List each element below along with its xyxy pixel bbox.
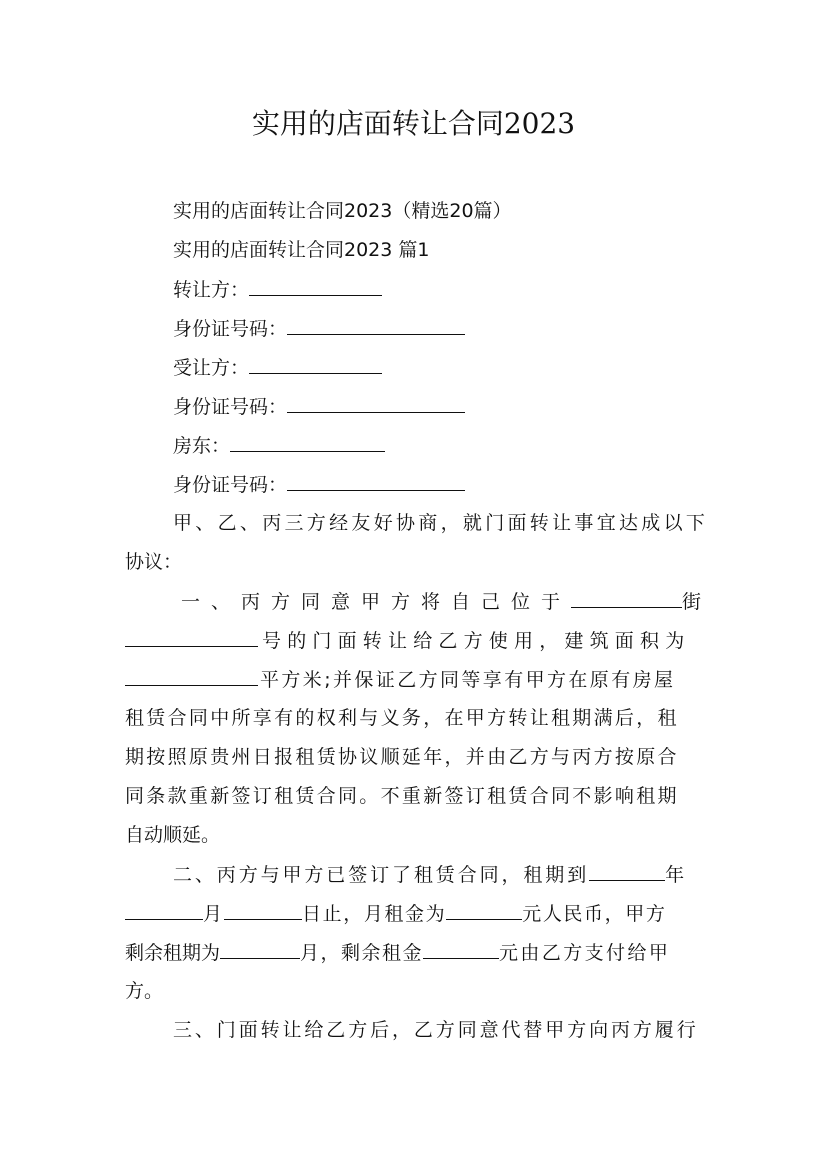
clause2-rent-blank — [446, 901, 522, 920]
landlord-label: 房东： — [173, 435, 231, 457]
landlord-blank — [230, 433, 385, 452]
document-title: 实用的店面转让合同2023 — [251, 107, 576, 140]
clause2-month-blank — [125, 901, 203, 920]
clause1-l3-text: 平方米;并保证乙方同等享有甲方在原有房屋 — [260, 669, 676, 691]
intro-line-1: 甲、乙、丙三方经友好协商，就门面转让事宜达成以下 — [173, 512, 709, 534]
clause2-l3-remaining: 剩余租期为 — [125, 942, 221, 964]
clause2-day-blank — [224, 901, 302, 920]
clause2-remaining-term-blank — [220, 940, 300, 959]
clause1-street-blank — [571, 589, 682, 608]
clause2-line-2 — [125, 901, 701, 926]
transferee-label: 受让方： — [173, 357, 250, 379]
clause2-line-1 — [173, 862, 701, 887]
clause2-remaining-rent-blank — [423, 940, 499, 959]
id1-field — [173, 316, 465, 341]
clause2-l1-year: 年 — [665, 864, 685, 886]
clause2-l3-paid: 元由乙方支付给甲 — [499, 942, 671, 964]
clause2-l3-remaining-rent: 月，剩余租金 — [300, 942, 424, 964]
clause1-line-3 — [125, 667, 701, 692]
transferee-field — [173, 355, 382, 380]
clause2-line-4: 方。 — [125, 980, 164, 1002]
clause1-line-1 — [181, 589, 701, 614]
clause1-line-4: 租赁合同中所享有的权利与义务，在甲方转让租期满后，租 — [125, 707, 679, 729]
clause1-l1-text: 一、丙方同意甲方将自己位于 — [181, 591, 572, 613]
clause2-l1-text: 二、丙方与甲方已签订了租赁合同，租期到 — [173, 864, 590, 886]
document-subtitle: 实用的店面转让合同2023（精选20篇） — [173, 200, 512, 222]
section-heading: 实用的店面转让合同2023 篇1 — [173, 239, 430, 261]
transferor-field — [173, 277, 382, 302]
id3-blank — [287, 472, 465, 491]
clause3-line-1: 三、门面转让给乙方后，乙方同意代替甲方向丙方履行 — [173, 1019, 699, 1041]
transferor-blank — [249, 277, 382, 296]
clause1-number-blank — [125, 628, 258, 647]
id2-blank — [287, 394, 465, 413]
clause1-line-6: 同条款重新签订租赁合同。不重新签订租赁合同不影响租期 — [125, 785, 679, 807]
clause1-line-5: 期按照原贵州日报租赁协议顺延年，并由乙方与丙方按原合 — [125, 746, 679, 768]
clause2-l2-rmb: 元人民币，甲方 — [522, 903, 667, 925]
id3-label: 身份证号码： — [173, 474, 288, 496]
transferor-label: 转让方： — [173, 279, 250, 301]
intro-line-2: 协议： — [125, 551, 183, 573]
clause1-area-blank — [125, 667, 258, 686]
id2-field — [173, 394, 465, 419]
clause1-l1-street: 街 — [681, 591, 701, 613]
clause1-line-7: 自动顺延。 — [125, 824, 221, 846]
clause2-l2-month: 月 — [203, 903, 223, 925]
landlord-field — [173, 433, 385, 458]
clause1-l2-text: 号的门面转让给乙方使用，建筑面积为 — [262, 630, 691, 652]
clause2-line-3 — [125, 940, 701, 965]
id1-blank — [287, 316, 465, 335]
id2-label: 身份证号码： — [173, 396, 288, 418]
clause2-l2-rent: 日止，月租金为 — [302, 903, 447, 925]
clause1-line-2 — [125, 628, 701, 653]
transferee-blank — [249, 355, 382, 374]
id1-label: 身份证号码： — [173, 318, 288, 340]
id3-field — [173, 472, 465, 497]
clause2-year-blank — [589, 862, 665, 881]
